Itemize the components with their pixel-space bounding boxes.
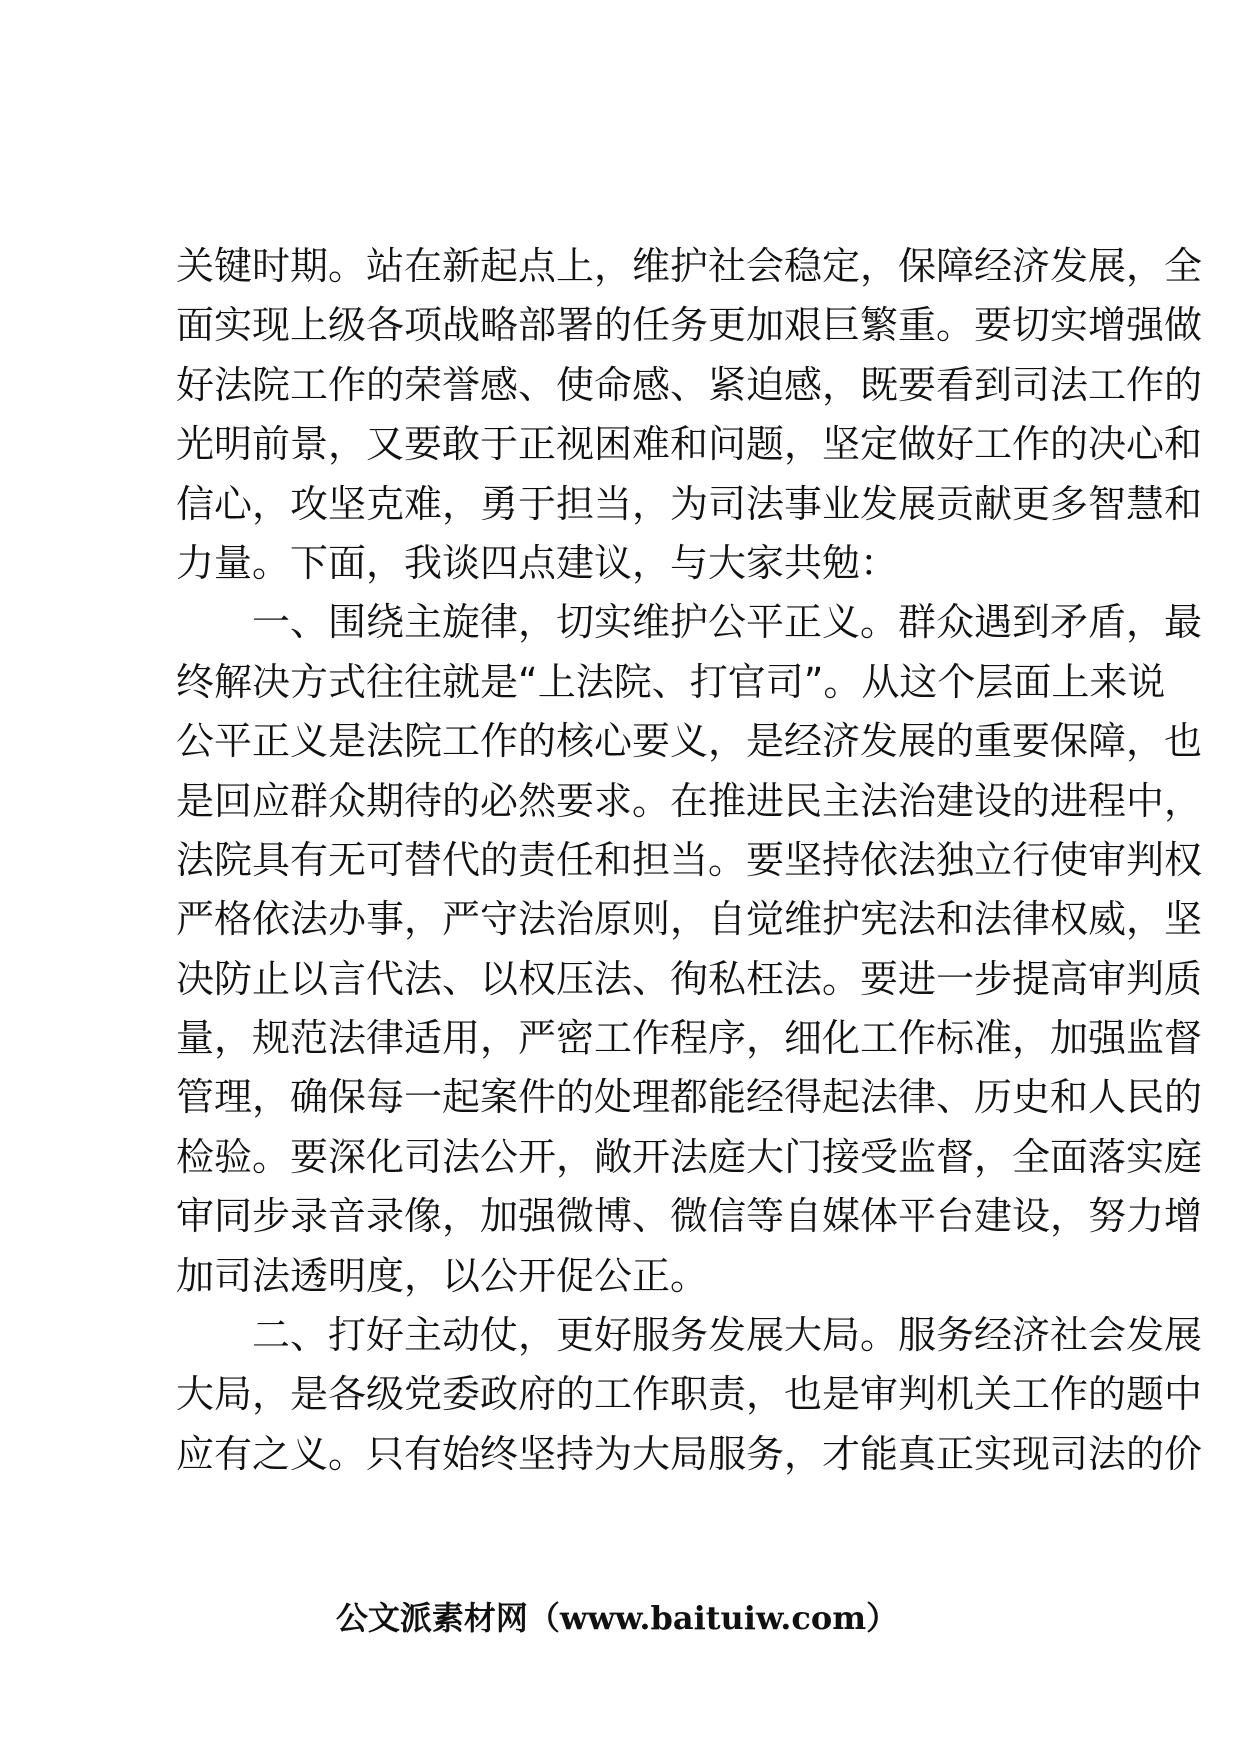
text-line: 加司法透明度，以公开促公正。 bbox=[176, 1253, 709, 1298]
text-line: 一、围绕主旋律，切实维护公平正义。群众遇到矛盾，最 bbox=[176, 600, 1203, 645]
text-line: 好法院工作的荣誉感、使命感、紧迫感，既要看到司法工作的 bbox=[176, 362, 1203, 407]
text-line: 终解决方式往往就是“上法院、打官司”。从这个层面上来说 bbox=[176, 659, 1166, 704]
text-line: 关键时期。站在新起点上，维护社会稳定，保障经济发展，全 bbox=[176, 244, 1203, 288]
text-line: 审同步录音录像，加强微博、微信等自媒体平台建设，努力增 bbox=[176, 1194, 1203, 1239]
text-line: 公平正义是法院工作的核心要义，是经济发展的重要保障，也 bbox=[176, 719, 1203, 764]
text-line: 检验。要深化司法公开，敞开法庭大门接受监督，全面落实庭 bbox=[176, 1134, 1203, 1179]
text-line: 力量。下面，我谈四点建议，与大家共勉： bbox=[176, 540, 899, 585]
text-line: 大局，是各级党委政府的工作职责，也是审判机关工作的题中 bbox=[176, 1372, 1203, 1417]
text-line: 是回应群众期待的必然要求。在推进民主法治建设的进程中， bbox=[176, 778, 1203, 823]
text-line: 严格依法办事，严守法治原则，自觉维护宪法和法律权威，坚 bbox=[176, 897, 1203, 942]
text-line: 管理，确保每一起案件的处理都能经得起法律、历史和人民的 bbox=[176, 1075, 1203, 1120]
text-line: 量，规范法律适用，严密工作程序，细化工作标准，加强监督 bbox=[176, 1016, 1203, 1061]
text-line: 法院具有无可替代的责任和担当。要坚持依法独立行使审判权 bbox=[176, 837, 1203, 882]
text-line: 决防止以言代法、以权压法、徇私枉法。要进一步提高审判质 bbox=[176, 956, 1203, 1001]
text-line: 二、打好主动仗，更好服务发展大局。服务经济社会发展 bbox=[176, 1313, 1203, 1358]
footer-watermark: 公文派素材网（www.baituiw.com） bbox=[335, 1599, 899, 1637]
text-line: 面实现上级各项战略部署的任务更加艰巨繁重。要切实增强做 bbox=[176, 303, 1203, 348]
text-line: 光明前景，又要敢于正视困难和问题，坚定做好工作的决心和 bbox=[176, 422, 1203, 467]
text-line: 信心，攻坚克难，勇于担当，为司法事业发展贡献更多智慧和 bbox=[176, 481, 1203, 526]
text-line: 应有之义。只有始终坚持为大局服务，才能真正实现司法的价 bbox=[176, 1431, 1203, 1476]
body-text bbox=[176, 237, 1203, 1484]
